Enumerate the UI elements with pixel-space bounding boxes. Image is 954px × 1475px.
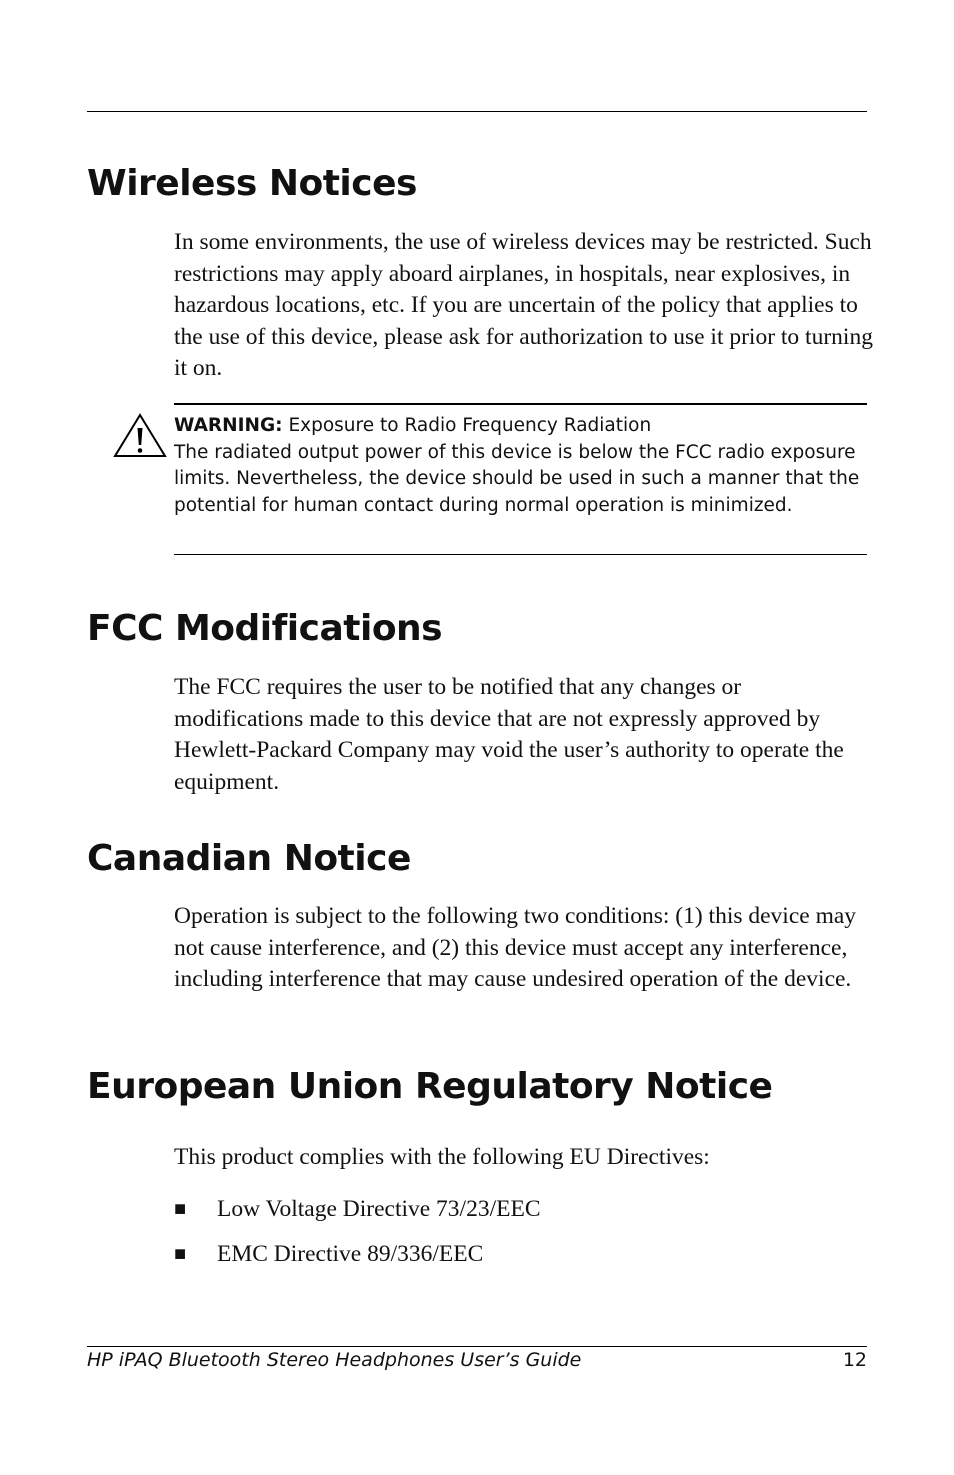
wireless-notices-body: In some environments, the use of wireless devices may be restricted. Such restrictions may apply aboard airplanes, in hospitals, near explosives, in hazardous locations, etc. If you are uncertain of the policy that applies to the use of this device, please ask for authorization to use it prior to turning it on.	[174, 229, 873, 381]
directive-text: EMC Directive 89/336/EEC	[217, 1241, 484, 1267]
footer-page-number: 12	[842, 1349, 867, 1371]
warning-body: The radiated output power of this device is below the FCC radio exposure limits. Nevertheless, the device should be used in such a manner that the potential for human contact during normal operation is minimized.	[174, 441, 860, 516]
bullet-square-icon: ■	[174, 1198, 187, 1220]
eu-notice-heading: European Union Regulatory Notice	[87, 1066, 773, 1107]
footer-guide-title: HP iPAQ Bluetooth Stereo Headphones User’s Guide	[87, 1349, 582, 1371]
eu-notice-intro: This product complies with the following EU Directives:	[174, 1144, 710, 1170]
fcc-modifications-body: The FCC requires the user to be notified that any changes or modifications made to this device that are not expressly approved by Hewlett-Packard Company may void the user’s authority to operate the equipment.	[174, 674, 844, 795]
warning-label: WARNING:	[174, 415, 283, 436]
canadian-notice-body: Operation is subject to the following two conditions: (1) this device may not cause interference, and (2) this device must accept any interference, including interference that may cause undesired operation of the device.	[174, 903, 857, 992]
directive-text: Low Voltage Directive 73/23/EEC	[217, 1196, 541, 1222]
footer-rule	[87, 1346, 867, 1347]
warning-block	[174, 413, 864, 519]
warning-bottom-rule	[174, 554, 867, 555]
canadian-notice-heading: Canadian Notice	[87, 838, 411, 879]
bullet-square-icon: ■	[174, 1243, 187, 1265]
list-item	[174, 1187, 541, 1232]
eu-directives-list	[174, 1187, 541, 1277]
list-item	[174, 1232, 541, 1277]
fcc-modifications-heading: FCC Modifications	[87, 608, 443, 649]
warning-top-rule	[174, 403, 867, 405]
header-rule	[87, 111, 867, 112]
warning-triangle-icon	[112, 412, 168, 460]
wireless-notices-heading: Wireless Notices	[87, 163, 417, 204]
warning-heading: Exposure to Radio Frequency Radiation	[288, 415, 652, 436]
